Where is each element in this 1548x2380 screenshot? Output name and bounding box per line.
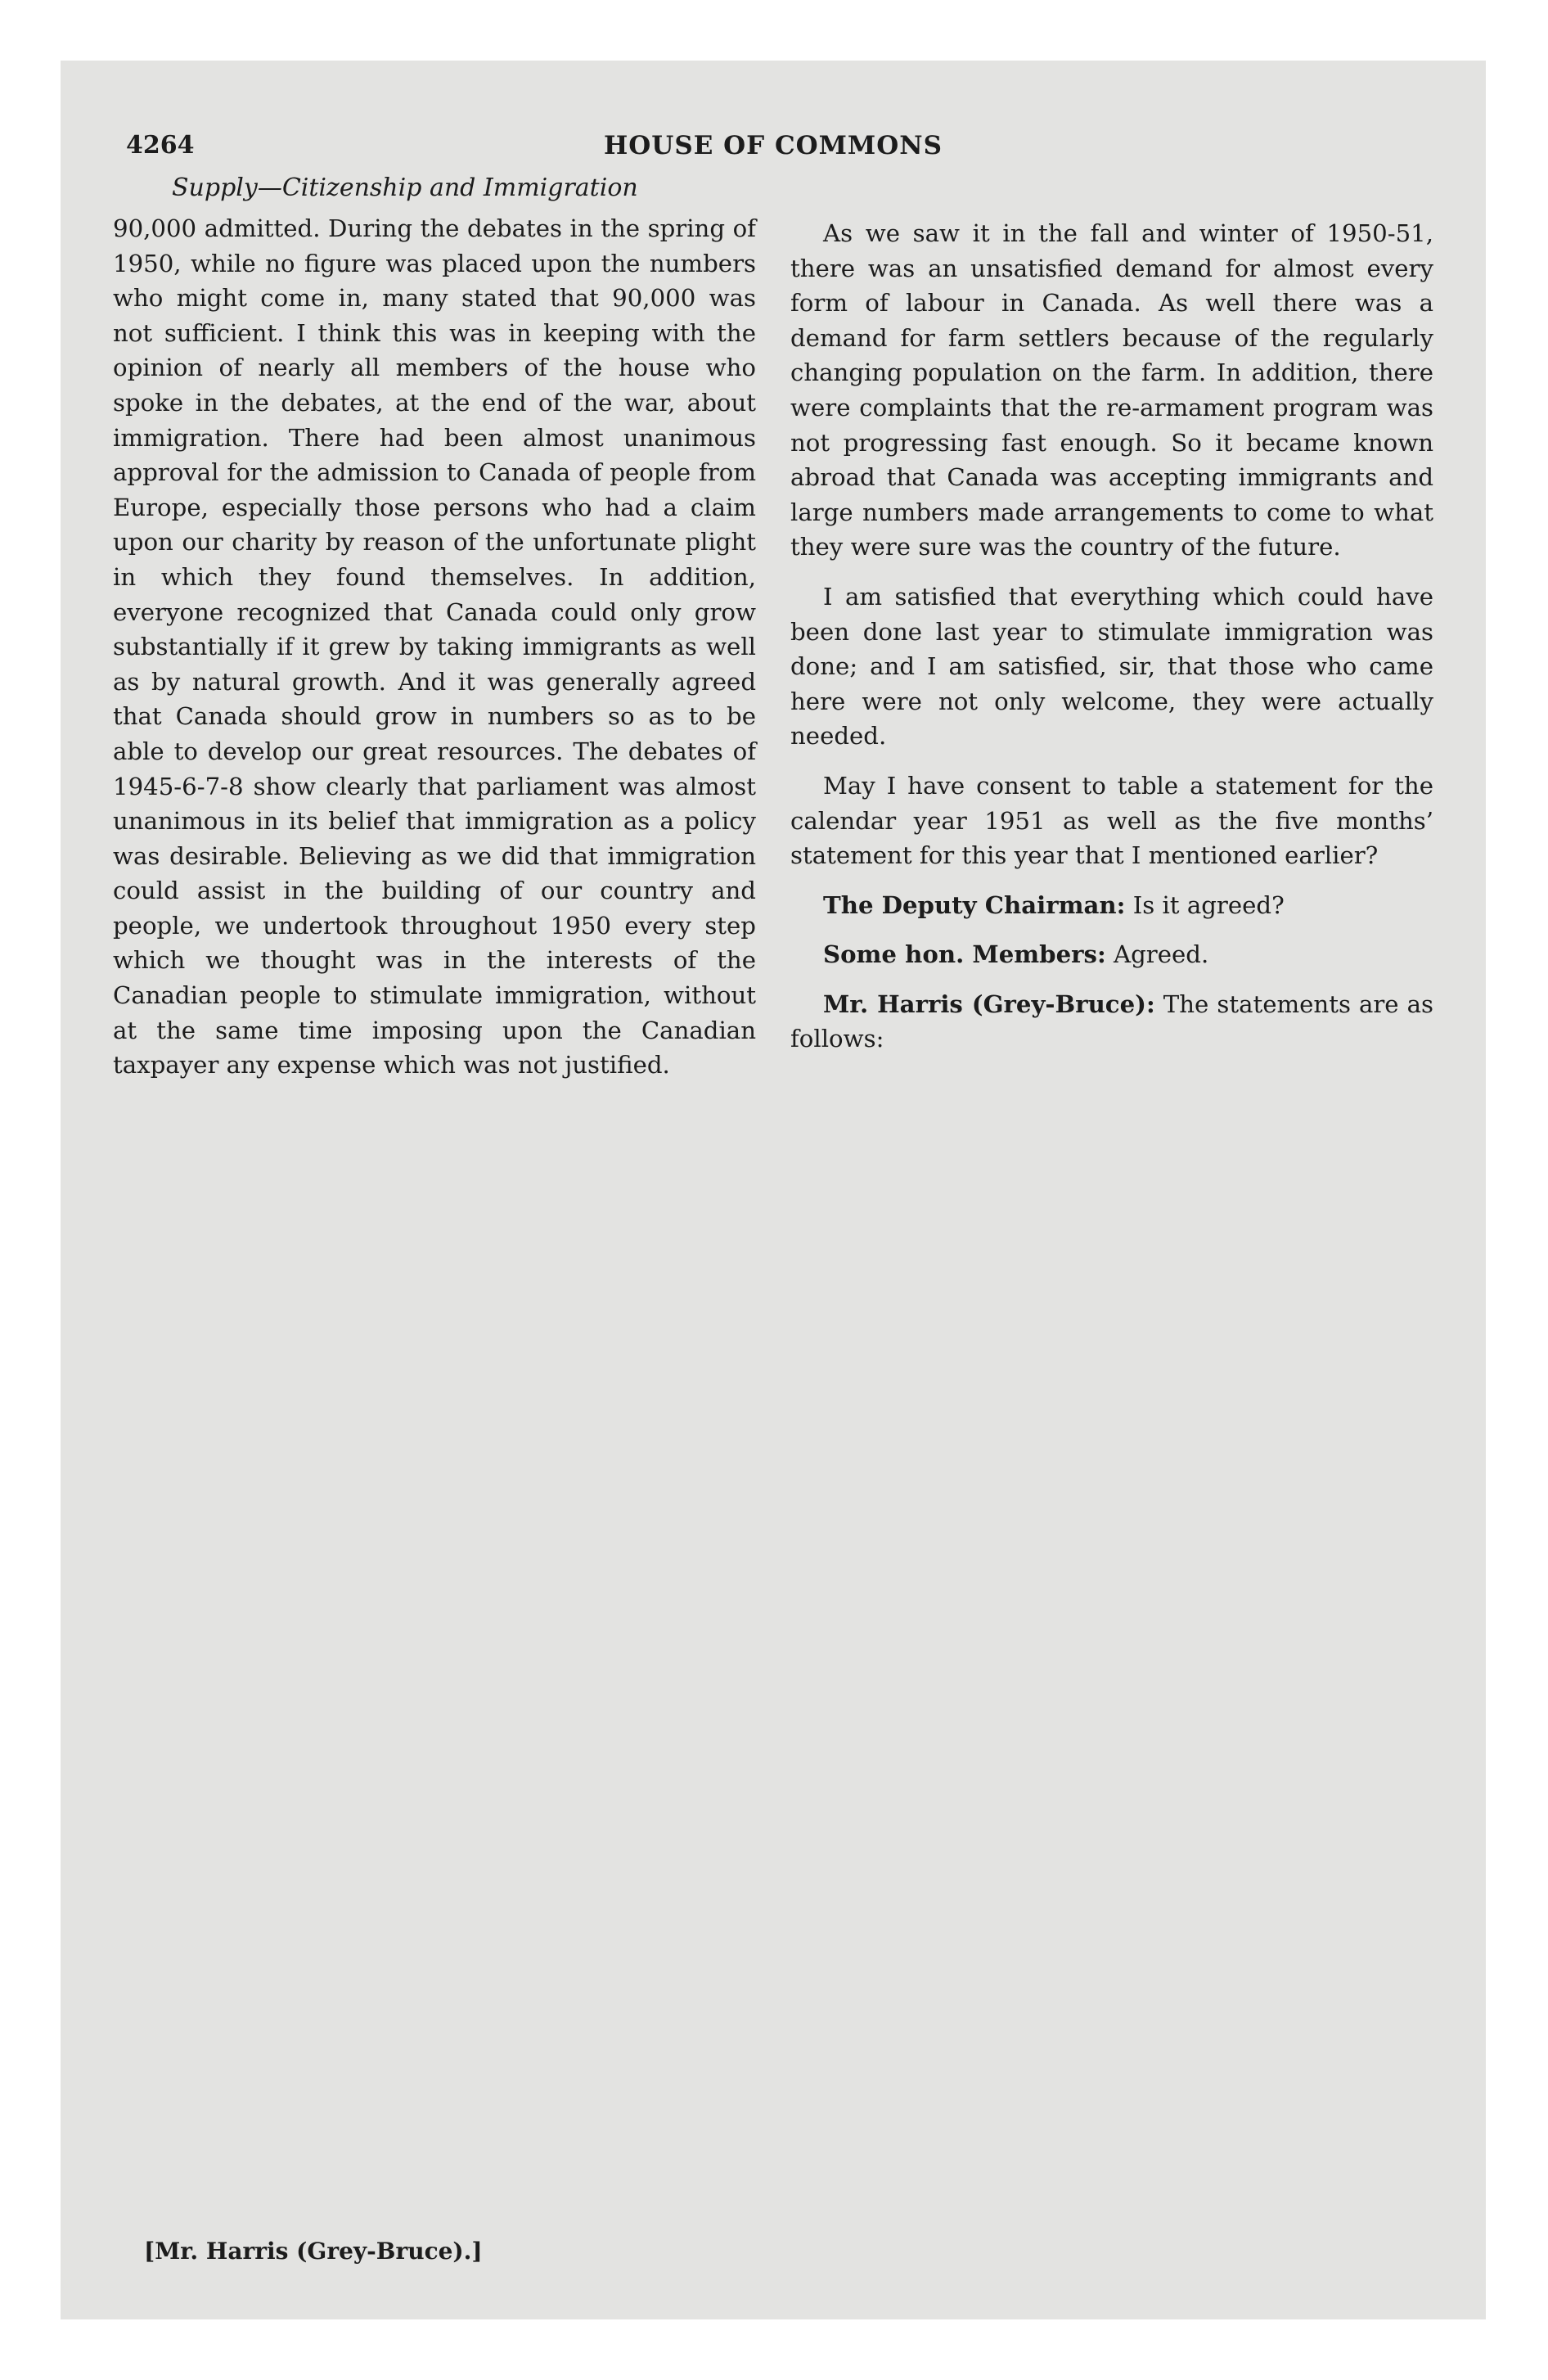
left-column [113,211,756,1098]
left-paragraph-1: 90,000 admitted. During the debates in the spring of 1950, while no figure was placed upon the numbers who might come in, many stated that 90,000 was not sufficient. I think this was in keeping with the opinion of nearly all members of the house who spoke in the debates, at the end of the war, about immigration. There had been almost unanimous approval for the admission to Canada of people from Europe, especially those persons who had a claim upon our charity by reason of the unfortunate plight in which they found themselves. In addition, everyone recognized that Canada could only grow substantially if it grew by taking immigrants as well as by natural growth. And it was generally agreed that Canada should grow in numbers so as to be able to develop our great resources. The debates of 1945-6-7-8 show clearly that parliament was almost unanimous in its belief that immigration as a policy was desirable. Believing as we did that immigration could assist in the building of our country and people, we undertook throughout 1950 every step which we thought was in the interests of the Canadian people to stimulate immigration, without at the same time imposing upon the Canadian taxpayer any expense which was not justified. [113,214,756,1080]
speaker-name: The Deputy Chairman: [823,890,1126,919]
right-paragraph-3: May I have consent to table a statement for the calendar year 1951 as well as the five months’ statement for this year that I mentioned earlier? [790,771,1433,870]
footer-attribution: [Mr. Harris (Grey-Bruce).] [144,2238,483,2265]
speech-text: Is it agreed? [1132,890,1285,919]
exchange-some-members [790,937,1433,972]
page-number: 4264 [126,131,195,160]
speech-text: The statements are as follows: [790,989,1434,1053]
exchange-mr-harris [790,987,1433,1057]
section-subtitle: Supply—Citizenship and Immigration [172,174,638,202]
right-paragraph-2: I am satisfied that everything which could have been done last year to stimulate immigration was done; and I am satisfied, sir, that those who came here were not only welcome, they were actually needed. [790,582,1433,751]
speech-text: Agreed. [1114,940,1209,969]
document-page [61,61,1486,2319]
exchange-deputy-chairman [790,888,1433,923]
right-column [790,216,1433,1071]
speaker-name: Some hon. Members: [823,940,1106,969]
page-title: HOUSE OF COMMONS [604,131,943,160]
right-paragraph-1: As we saw it in the fall and winter of 1950-51, there was an unsatisfied demand for almost every form of labour in Canada. As well there was a demand for farm settlers because of the regularly changing population on the farm. In addition, there were complaints that the re-armament program was not progressing fast enough. So it became known abroad that Canada was accepting immigrants and large numbers made arrangements to come to what they were sure was the country of the future. [790,219,1433,561]
speaker-name: Mr. Harris (Grey-Bruce): [823,989,1155,1018]
